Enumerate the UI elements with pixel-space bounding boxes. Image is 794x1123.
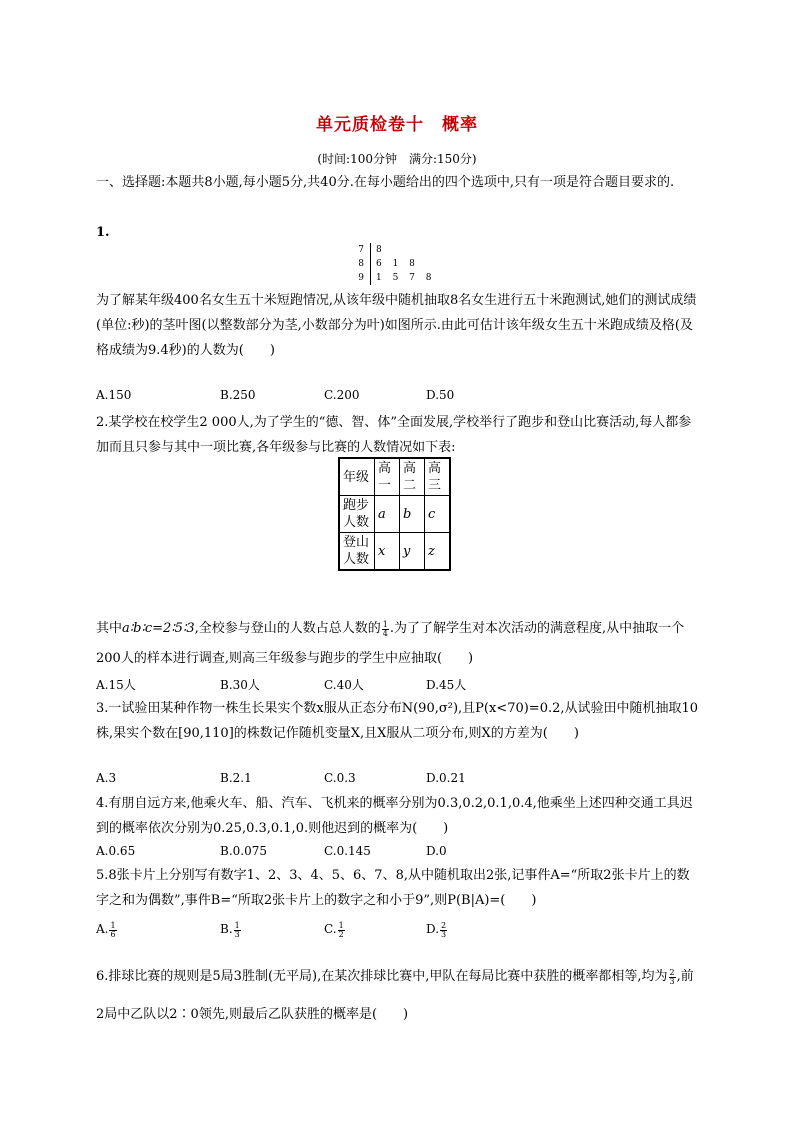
fraction-denominator: 6 [110,930,116,939]
q2-text-continued [96,614,700,674]
stem-value: 8 [358,259,364,269]
stem-value: 7 [358,245,364,255]
table-cell: z [425,533,451,571]
q6-text-part: 6.排球比赛的规则是5局3胜制(无平局),在某次排球比赛中,甲队在每局比赛中获胜的概率都相等,均为 [96,969,668,984]
option-b: B.0.075 [220,844,267,858]
q2-text-part: 其中 [96,621,123,636]
option-d: D.0 [426,844,447,858]
fraction [338,922,345,939]
fraction-denominator: 2 [338,930,344,939]
option-d: D.50 [426,388,455,402]
option-c: C.40人 [324,678,364,692]
option-a: A.3 [96,771,117,785]
table-cell: a [375,496,400,533]
q5-options [96,922,700,946]
option-c: C.0.145 [324,844,371,858]
q4-text: 4.有朋自远方来,他乘火车、船、汽车、飞机来的概率分别为0.3,0.2,0.1,0.4,他乘坐上述四种交通工具迟到的概率依次分别为0.25,0.3,0.1,0.则他迟到的概率为( ) [96,796,693,836]
table-cell: b [400,496,425,533]
fraction-numerator: 2 [669,968,675,977]
q1-number: 1. [96,225,110,240]
leaf-values: 1 5 7 8 [376,273,432,283]
stem-value: 9 [358,273,364,283]
q3-text: 3.一试验田某种作物一株生长果实个数x服从正态分布N(90,σ²),且P(x<70)=0.2,从试验田中随机抽取10株,果实个数在[90,110]的株数记作随机变量X,且X服从二项分布,则X的方差为( ) [96,701,699,741]
fraction [440,922,447,939]
option-letter: D. [426,922,440,936]
option-letter: A. [96,922,109,936]
option-b: B.30人 [220,678,260,692]
option-b: B.2.1 [220,771,252,785]
option-d: D.45人 [426,678,467,692]
table-cell: x [375,533,400,571]
fraction-numerator: 1 [234,921,240,930]
q6-text [96,958,700,1034]
table-cell: c [425,496,451,533]
fraction-denominator: 3 [669,977,675,986]
table-header-row [339,458,450,496]
q2-ratio: a∶b∶c=2∶5∶3 [122,621,195,636]
option-b [220,922,242,939]
option-c: C.0.3 [324,771,356,785]
q2-text-part: .为了了解学生对本次活动的满意程度,从中抽取一个200人的样本进行调查,则高三年级参与跑步的学生中应抽取( ) [96,621,685,666]
fraction-denominator: 3 [234,930,240,939]
table-header-cell: 高一 [375,458,400,496]
fraction [109,922,116,939]
fraction-numerator: 1 [382,620,388,629]
table-header-cell: 高二 [400,458,425,496]
table-header-cell: 高三 [425,458,451,496]
leaf-values: 8 [376,245,382,255]
option-d [426,922,448,939]
page-subtitle: (时间:100分钟 满分:150分) [317,152,477,166]
leaf-values: 6 1 8 [376,259,415,269]
fraction [234,922,241,939]
table-row [339,533,450,571]
option-a [96,922,118,939]
table-row [339,496,450,533]
q4-options [96,844,700,862]
fraction-numerator: 1 [110,921,116,930]
option-letter: C. [324,922,337,936]
q3-options [96,771,700,789]
fraction [382,621,389,638]
fraction-numerator: 1 [338,921,344,930]
stem-leaf-divider [370,243,371,285]
option-letter: B. [220,922,233,936]
fraction [669,969,676,986]
option-b: B.250 [220,388,256,402]
option-d: D.0.21 [426,771,466,785]
q2-text-part: ,全校参与登山的人数占总人数的 [194,621,381,636]
fraction-denominator: 3 [441,930,447,939]
table-row-label: 登山人数 [339,533,375,571]
fraction-numerator: 2 [441,921,447,930]
participation-table [338,457,451,571]
fraction-denominator: 4 [382,629,388,638]
q1-options [96,388,700,406]
table-header-cell: 年级 [339,458,375,496]
option-a: A.15人 [96,678,136,692]
option-c [324,922,346,939]
option-a: A.150 [96,388,132,402]
q5-text: 5.8张卡片上分别写有数字1、2、3、4、5、6、7、8,从中随机取出2张,记事件A=“所取2张卡片上的数字之和为偶数”,事件B=“所取2张卡片上的数字之和小于9”,则P(B|A)=( ) [96,868,690,908]
q2-options [96,676,700,694]
q2-text: 2.某学校在校学生2 000人,为了学生的“德、智、体”全面发展,学校举行了跑步和登山比赛活动,每人都参加而且只参与其中一项比赛,各年级参与比赛的人数情况如下表: [96,415,692,455]
table-row-label: 跑步人数 [339,496,375,533]
page-title: 单元质检卷十 概率 [316,115,478,135]
section-heading: 一、选择题:本题共8小题,每小题5分,共40分.在每小题给出的四个选项中,只有一项是符合题目要求的. [96,175,675,190]
table-cell: y [400,533,425,571]
option-c: C.200 [324,388,360,402]
q1-text: 为了解某年级400名女生五十米短跑情况,从该年级中随机抽取8名女生进行五十米跑测试,她们的测试成绩(单位:秒)的茎叶图(以整数部分为茎,小数部分为叶)如图所示.由此可估计该年级女生五十米跑成绩及格(及格成绩为9.4秒)的人数为( ) [96,293,697,358]
option-a: A.0.65 [96,844,136,858]
q6-text-part: ,前2局中乙队以2∶0领先,则最后乙队获胜的概率是( ) [96,969,694,1022]
